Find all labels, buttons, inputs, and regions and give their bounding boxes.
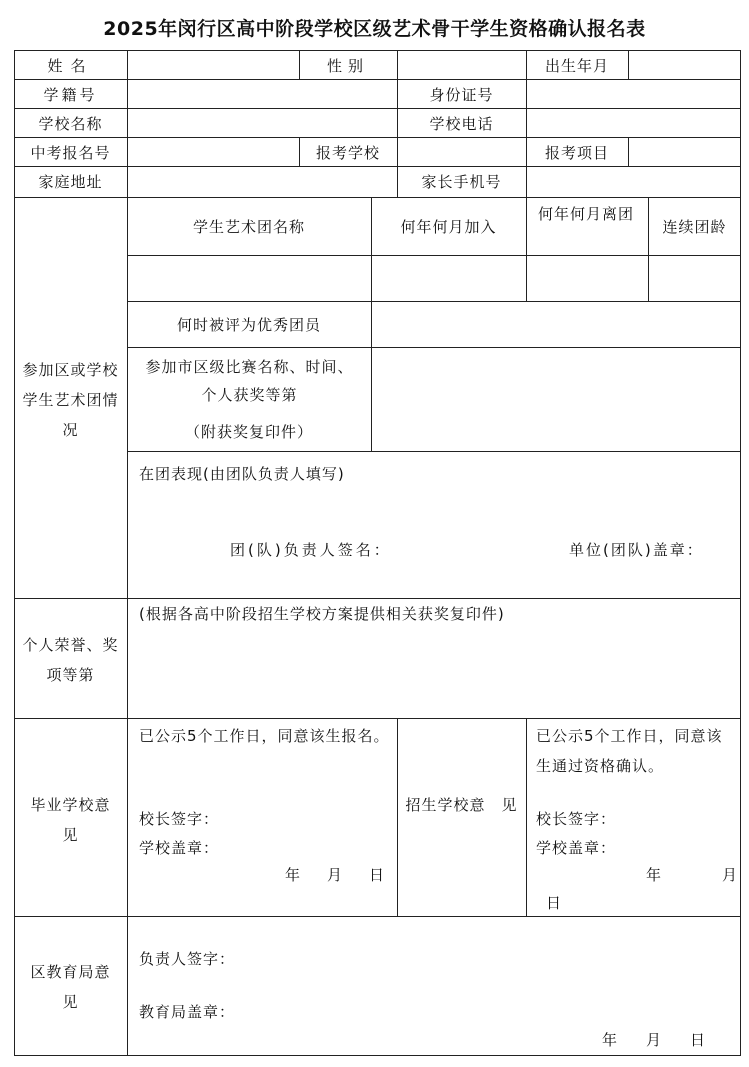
label-birth: 出生年月	[544, 57, 609, 75]
row-divider	[14, 79, 741, 80]
label-apply-school: 报考学校	[315, 144, 380, 162]
bureau-sign: 负责人签字：	[139, 950, 236, 968]
row-divider	[14, 108, 741, 109]
label-competitions-note: （附获奖复印件）	[184, 423, 313, 441]
col-divider	[397, 718, 398, 916]
grad-school-label: 毕业学校意 见	[30, 796, 127, 844]
col-divider	[628, 137, 629, 166]
bureau-label: 区教育局意 见	[30, 963, 127, 1011]
admit-principal-sign: 校长签字：	[536, 810, 617, 828]
col-divider	[526, 197, 527, 301]
col-divider	[127, 50, 128, 1056]
col-divider	[628, 50, 629, 79]
honors-side-label: 个人荣誉、奖项等第	[22, 636, 119, 684]
label-school-name: 学校名称	[38, 115, 103, 133]
label-performance: 在团表现(由团队负责人填写)	[139, 465, 345, 483]
label-id-card: 身份证号	[429, 86, 494, 104]
label-exam-no: 中考报名号	[30, 144, 111, 162]
col-join-date: 何年何月加入	[400, 218, 497, 236]
col-leave-date: 何年何月离团	[537, 205, 634, 223]
row-divider	[127, 451, 741, 452]
admit-date-ym: 年 月	[646, 866, 742, 884]
row-divider	[14, 197, 741, 198]
label-student-id: 学籍号	[43, 86, 98, 104]
troupe-side-label: 参加区或学校学生艺术团情况	[22, 361, 119, 439]
label-name: 姓名	[47, 57, 94, 75]
row-divider	[14, 916, 741, 917]
row-divider	[14, 598, 741, 599]
admit-school-text: 已公示5个工作日，同意该生通过资格确认。	[536, 727, 723, 775]
grad-principal-sign: 校长签字：	[139, 810, 220, 828]
col-divider	[371, 301, 372, 451]
col-divider	[371, 197, 372, 301]
label-gender: 性别	[326, 57, 369, 75]
row-divider	[14, 718, 741, 719]
col-troupe-name: 学生艺术团名称	[192, 218, 305, 236]
label-leader-sign: 团(队)负责人签名：	[230, 541, 392, 559]
grad-date: 年 月 日	[285, 866, 391, 884]
label-address: 家庭地址	[38, 173, 103, 191]
col-divider	[526, 166, 527, 197]
grad-school-text: 已公示5个工作日，同意该生报名。	[139, 727, 390, 745]
col-divider	[526, 718, 527, 916]
grad-school-seal: 学校盖章：	[139, 839, 220, 857]
label-parent-phone: 家长手机号	[421, 173, 502, 191]
col-divider	[397, 50, 398, 79]
row-divider	[127, 301, 741, 302]
col-years: 连续团龄	[662, 218, 727, 236]
col-divider	[648, 197, 649, 301]
admit-school-seal: 学校盖章：	[536, 839, 617, 857]
honors-note: (根据各高中阶段招生学校方案提供相关获奖复印件)	[139, 605, 505, 623]
col-divider	[526, 79, 527, 137]
row-divider	[14, 166, 741, 167]
label-competitions: 参加市区级比赛名称、时间、个人获奖等第	[145, 358, 354, 404]
label-excellent-member: 何时被评为优秀团员	[176, 316, 321, 334]
label-unit-seal: 单位(团队)盖章：	[569, 541, 704, 559]
row-divider	[127, 347, 741, 348]
bureau-seal: 教育局盖章：	[139, 1003, 236, 1021]
label-apply-item: 报考项目	[544, 144, 609, 162]
page-title: 2025年闵行区高中阶段学校区级艺术骨干学生资格确认报名表	[103, 18, 646, 40]
label-school-phone: 学校电话	[429, 115, 494, 133]
admit-school-label: 招生学校意 见	[405, 796, 518, 814]
bureau-date: 年 月 日	[602, 1031, 713, 1049]
row-divider	[14, 137, 741, 138]
admit-date-d: 日	[546, 894, 563, 912]
